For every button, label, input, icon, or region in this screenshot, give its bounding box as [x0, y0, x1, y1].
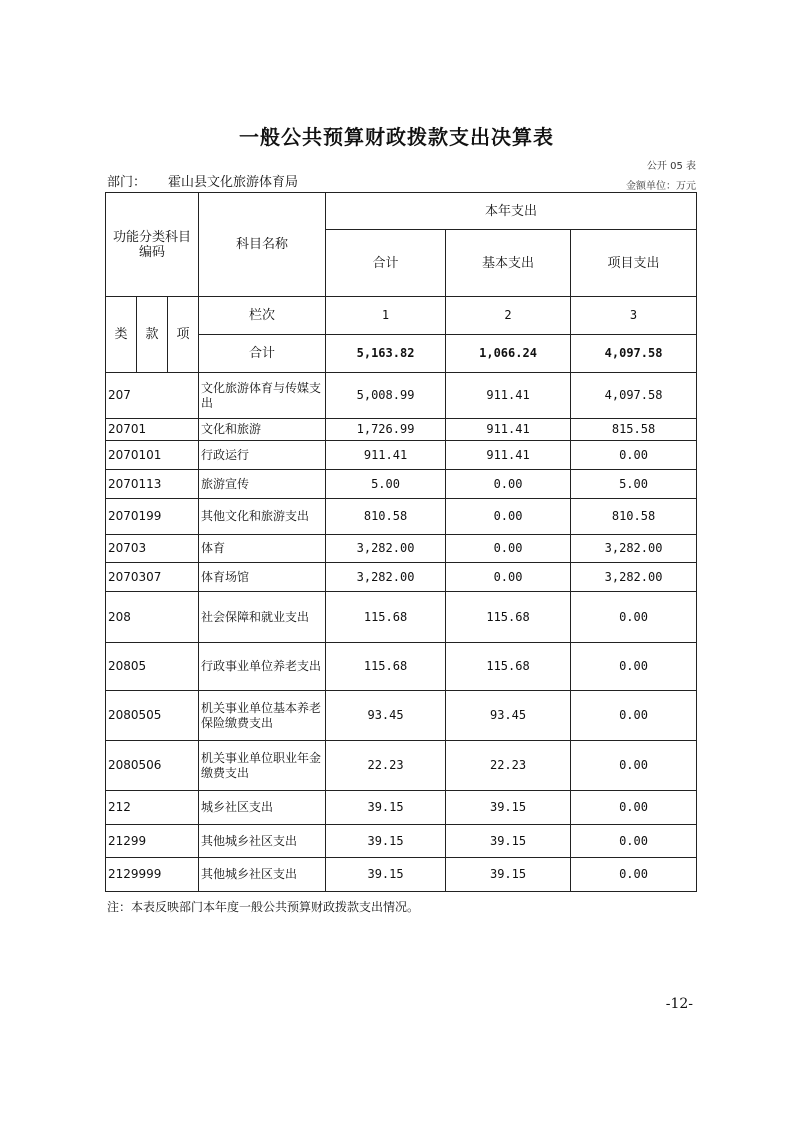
- header-basic: 基本支出: [446, 230, 571, 297]
- table-row: [106, 563, 697, 592]
- row-total: 911.41: [326, 441, 446, 470]
- header-xiang: 项: [168, 297, 199, 373]
- table-row: [106, 691, 697, 741]
- table-row: [106, 741, 697, 791]
- row-project: 0.00: [571, 592, 697, 643]
- header-kuan: 款: [137, 297, 168, 373]
- col-index-1: 1: [326, 297, 446, 335]
- row-name: 城乡社区支出: [199, 791, 326, 825]
- table-row: [106, 470, 697, 499]
- table-row: [106, 592, 697, 643]
- row-project: 0.00: [571, 691, 697, 741]
- row-code: 2129999: [106, 858, 199, 892]
- row-basic: 22.23: [446, 741, 571, 791]
- row-code: 2070101: [106, 441, 199, 470]
- row-code: 212: [106, 791, 199, 825]
- row-total: 115.68: [326, 592, 446, 643]
- row-code: 2080505: [106, 691, 199, 741]
- header-year-expense: 本年支出: [326, 193, 697, 230]
- summary-basic: 1,066.24: [446, 335, 571, 373]
- row-basic: 0.00: [446, 499, 571, 535]
- row-name: 社会保障和就业支出: [199, 592, 326, 643]
- row-project: 810.58: [571, 499, 697, 535]
- row-basic: 115.68: [446, 592, 571, 643]
- row-total: 1,726.99: [326, 419, 446, 441]
- row-name: 体育场馆: [199, 563, 326, 592]
- summary-project: 4,097.58: [571, 335, 697, 373]
- table-row: [106, 858, 697, 892]
- row-name: 行政运行: [199, 441, 326, 470]
- row-basic: 0.00: [446, 535, 571, 563]
- row-code: 207: [106, 373, 199, 419]
- table-row: [106, 535, 697, 563]
- summary-label: 合计: [199, 335, 326, 373]
- row-code: 21299: [106, 825, 199, 858]
- table-note: 注：本表反映部门本年度一般公共预算财政拨款支出情况。: [107, 900, 420, 914]
- table-row: [106, 643, 697, 691]
- row-basic: 911.41: [446, 419, 571, 441]
- department-name: 霍山县文化旅游体育局: [168, 175, 299, 190]
- row-project: 0.00: [571, 741, 697, 791]
- row-name: 其他城乡社区支出: [199, 825, 326, 858]
- row-basic: 93.45: [446, 691, 571, 741]
- row-project: 3,282.00: [571, 563, 697, 592]
- row-project: 3,282.00: [571, 535, 697, 563]
- row-name: 旅游宣传: [199, 470, 326, 499]
- header-project: 项目支出: [571, 230, 697, 297]
- row-total: 3,282.00: [326, 563, 446, 592]
- row-total: 39.15: [326, 825, 446, 858]
- row-total: 3,282.00: [326, 535, 446, 563]
- table-row: [106, 825, 697, 858]
- row-basic: 911.41: [446, 373, 571, 419]
- header-total: 合计: [326, 230, 446, 297]
- row-name: 文化和旅游: [199, 419, 326, 441]
- row-name: 文化旅游体育与传媒支出: [199, 373, 326, 419]
- row-code: 2070199: [106, 499, 199, 535]
- row-project: 0.00: [571, 791, 697, 825]
- row-code: 20703: [106, 535, 199, 563]
- table-row: [106, 419, 697, 441]
- row-basic: 39.15: [446, 825, 571, 858]
- form-number: 公开 05 表: [646, 161, 696, 172]
- row-name: 体育: [199, 535, 326, 563]
- row-total: 810.58: [326, 499, 446, 535]
- row-basic: 39.15: [446, 858, 571, 892]
- table-row: [106, 499, 697, 535]
- header-column-index: 栏次: [199, 297, 326, 335]
- row-name: 机关事业单位职业年金缴费支出: [199, 741, 326, 791]
- department-label: 部门：: [107, 175, 147, 190]
- page-title: 一般公共预算财政拨款支出决算表: [239, 125, 554, 149]
- col-index-2: 2: [446, 297, 571, 335]
- expenditure-table: [105, 192, 697, 892]
- row-project: 815.58: [571, 419, 697, 441]
- table-row: [106, 441, 697, 470]
- page-number: -12-: [665, 996, 693, 1012]
- table-row: [106, 791, 697, 825]
- row-total: 22.23: [326, 741, 446, 791]
- row-project: 0.00: [571, 441, 697, 470]
- header-subject-name: 科目名称: [199, 193, 326, 297]
- row-project: 5.00: [571, 470, 697, 499]
- row-project: 0.00: [571, 858, 697, 892]
- row-code: 20701: [106, 419, 199, 441]
- row-name: 其他城乡社区支出: [199, 858, 326, 892]
- row-basic: 911.41: [446, 441, 571, 470]
- row-basic: 0.00: [446, 563, 571, 592]
- row-code: 2070113: [106, 470, 199, 499]
- row-name: 机关事业单位基本养老保险缴费支出: [199, 691, 326, 741]
- header-func-code: 功能分类科目编码: [106, 193, 199, 297]
- row-basic: 115.68: [446, 643, 571, 691]
- row-total: 39.15: [326, 858, 446, 892]
- row-name: 其他文化和旅游支出: [199, 499, 326, 535]
- row-total: 115.68: [326, 643, 446, 691]
- row-basic: 0.00: [446, 470, 571, 499]
- row-code: 2070307: [106, 563, 199, 592]
- row-name: 行政事业单位养老支出: [199, 643, 326, 691]
- row-code: 208: [106, 592, 199, 643]
- row-code: 20805: [106, 643, 199, 691]
- row-project: 4,097.58: [571, 373, 697, 419]
- table-row: [106, 373, 697, 419]
- row-code: 2080506: [106, 741, 199, 791]
- col-index-3: 3: [571, 297, 697, 335]
- row-total: 93.45: [326, 691, 446, 741]
- header-lei: 类: [106, 297, 137, 373]
- row-total: 5.00: [326, 470, 446, 499]
- row-basic: 39.15: [446, 791, 571, 825]
- row-total: 39.15: [326, 791, 446, 825]
- row-project: 0.00: [571, 643, 697, 691]
- amount-unit: 金额单位：万元: [626, 181, 696, 192]
- row-total: 5,008.99: [326, 373, 446, 419]
- row-project: 0.00: [571, 825, 697, 858]
- department-line: [107, 171, 298, 190]
- summary-total: 5,163.82: [326, 335, 446, 373]
